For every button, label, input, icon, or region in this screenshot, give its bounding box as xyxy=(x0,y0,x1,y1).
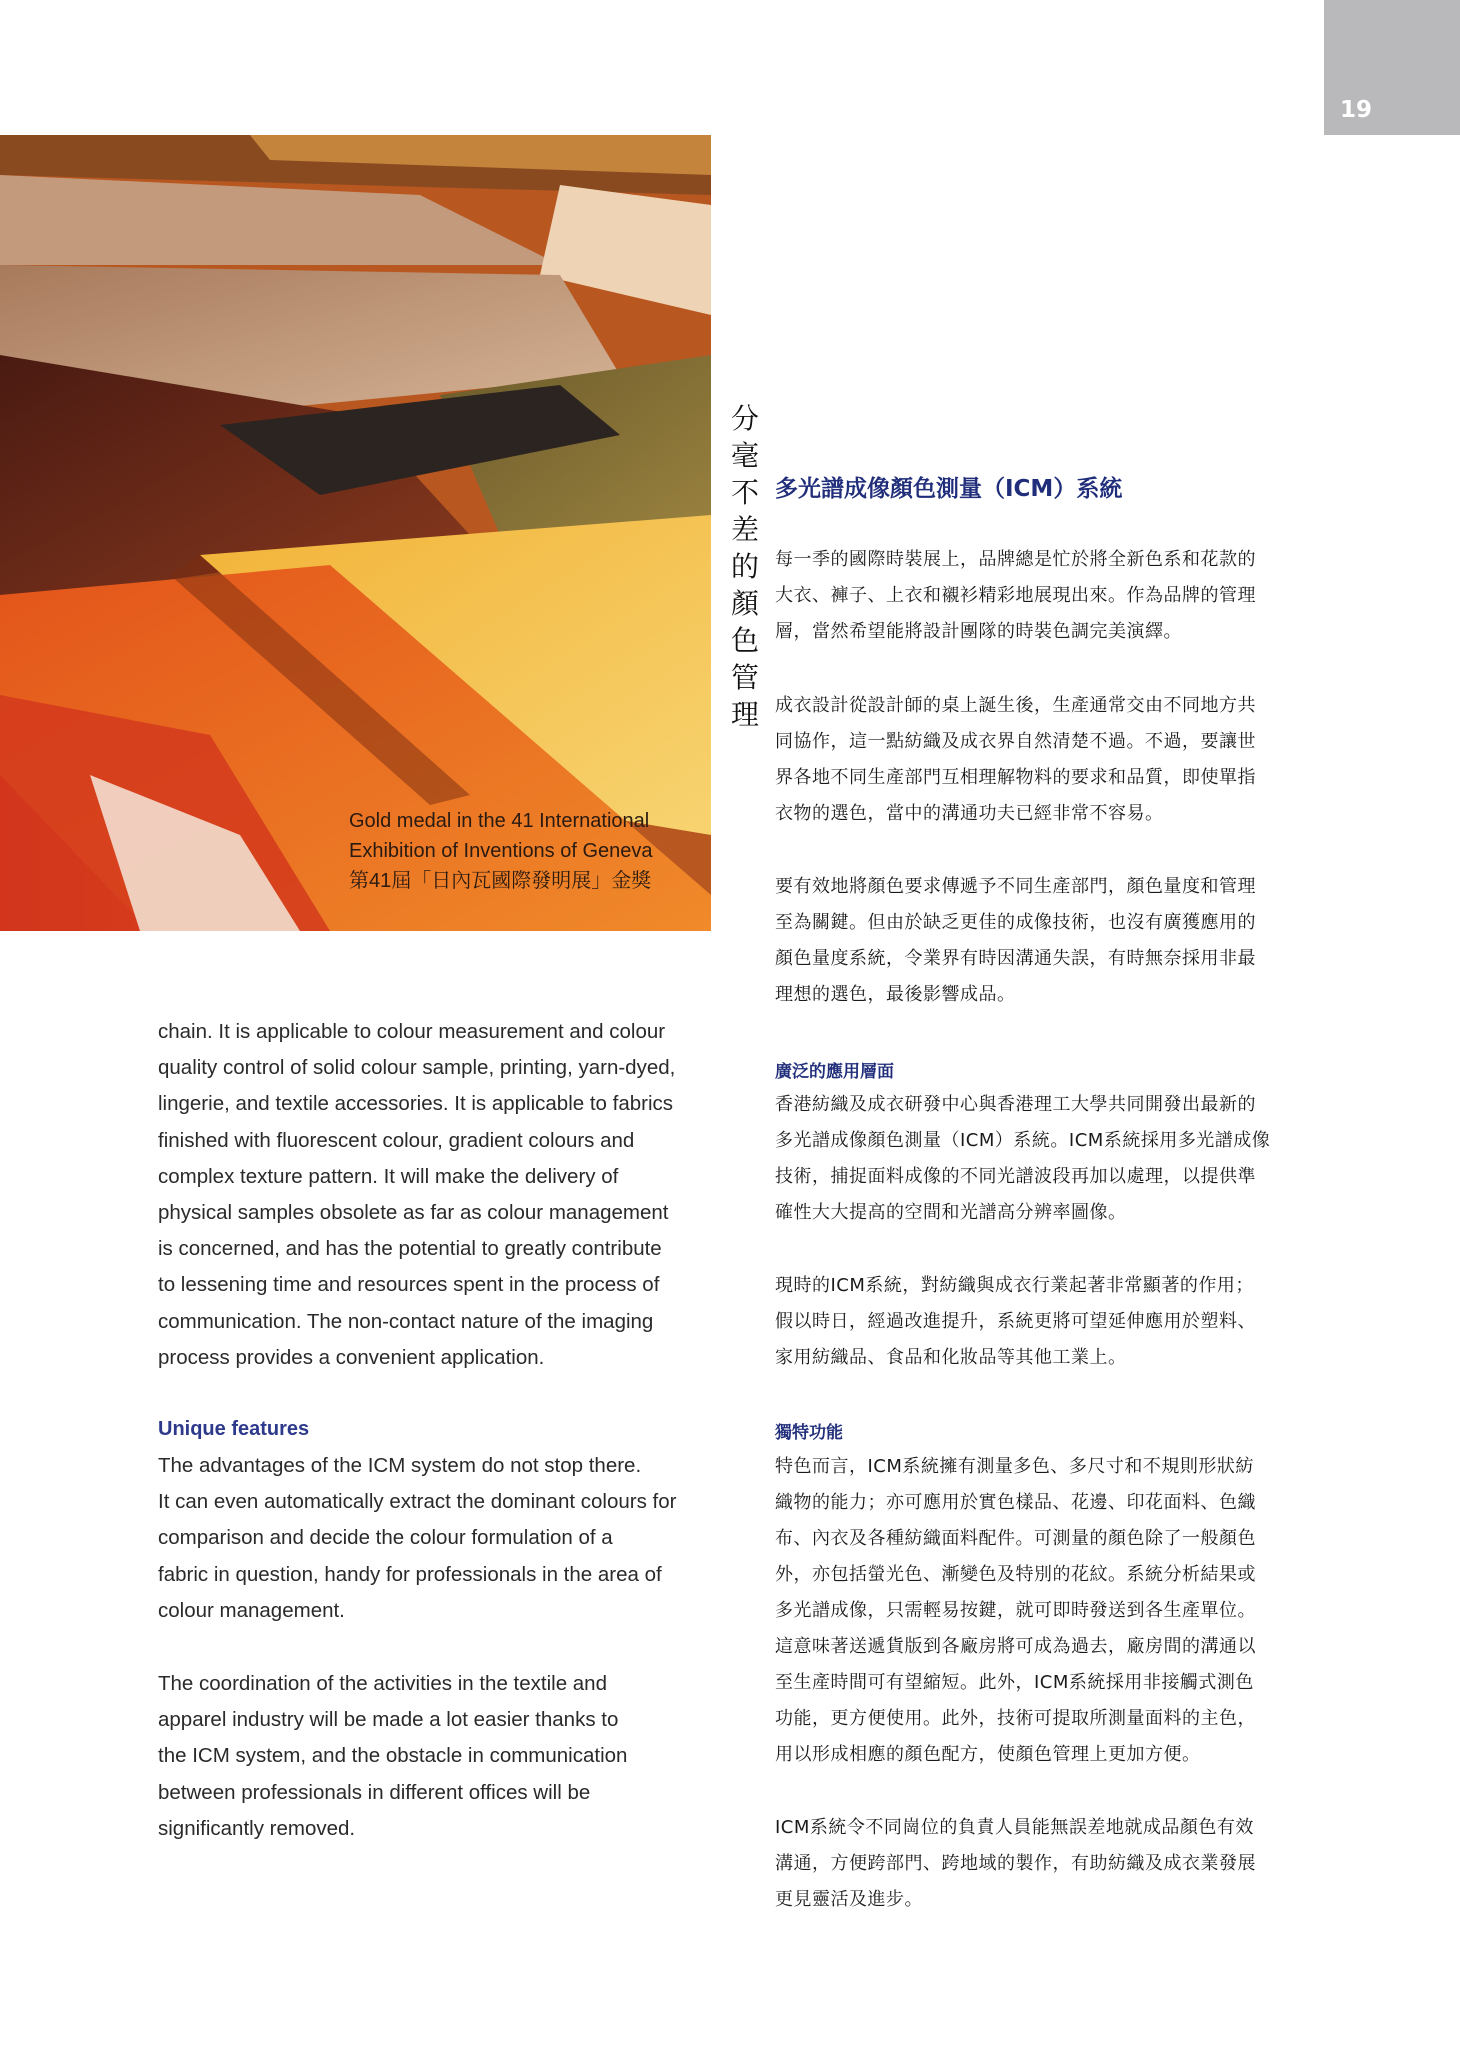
text-line: physical samples obsolete as far as colour management xyxy=(158,1201,669,1225)
text-line: It can even automatically extract the dominant colours for xyxy=(158,1490,677,1514)
text-line: 織物的能力；亦可應用於實色樣品、花邊、印花面料、色織 xyxy=(775,1492,1256,1513)
text-line: colour management. xyxy=(158,1598,345,1622)
zh-heading-features: 獨特功能 xyxy=(775,1423,843,1443)
text-line: finished with fluorescent colour, gradient colours and xyxy=(158,1128,635,1152)
page-number: 19 xyxy=(1340,97,1373,123)
text-line: 大衣、褲子、上衣和襯衫精彩地展現出來。作為品牌的管理 xyxy=(775,585,1256,606)
text-line: 衣物的選色，當中的溝通功夫已經非常不容易。 xyxy=(775,803,1164,824)
caption-line: Exhibition of Inventions of Geneva xyxy=(349,840,653,862)
caption-line: Gold medal in the 41 International xyxy=(349,810,650,832)
text-line: process provides a convenient application. xyxy=(158,1345,545,1369)
text-line: 這意味著送遞貨版到各廠房將可成為過去，廠房間的溝通以 xyxy=(775,1636,1256,1657)
text-line: 技術，捕捉面料成像的不同光譜波段再加以處理，以提供準 xyxy=(775,1166,1256,1187)
text-line: complex texture pattern. It will make the delivery of xyxy=(158,1164,619,1188)
text-line: 層，當然希望能將設計團隊的時裝色調完美演繹。 xyxy=(775,621,1182,642)
text-line: to lessening time and resources spent in the process of xyxy=(158,1273,660,1297)
zh-paragraph-1 xyxy=(775,542,1335,650)
text-line: fabric in question, handy for professionals in the area of xyxy=(158,1562,662,1586)
text-line: 要有效地將顏色要求傳遞予不同生產部門，顏色量度和管理 xyxy=(775,876,1256,897)
en-heading-unique-features: Unique features xyxy=(158,1418,310,1440)
text-line: 家用紡織品、食品和化妝品等其他工業上。 xyxy=(775,1347,1127,1368)
text-line: significantly removed. xyxy=(158,1816,356,1840)
text-line: 布、內衣及各種紡織面料配件。可測量的顏色除了一般顏色 xyxy=(775,1528,1256,1549)
en-paragraph-2 xyxy=(158,1448,718,1629)
text-line: quality control of solid colour sample, printing, yarn-dyed, xyxy=(158,1056,676,1080)
vertical-title: 分毫不差的顏色管理 xyxy=(730,402,759,731)
text-line: 功能，更方便使用。此外，技術可提取所測量面料的主色， xyxy=(775,1708,1256,1729)
zh-paragraph-5 xyxy=(775,1268,1335,1376)
text-line: 界各地不同生產部門互相理解物料的要求和品質，即使單指 xyxy=(775,767,1256,788)
en-paragraph-1 xyxy=(158,1014,718,1376)
text-line: 假以時日，經過改進提升，系統更將可望延伸應用於塑料、 xyxy=(775,1311,1256,1332)
text-line: 更見靈活及進步。 xyxy=(775,1889,923,1910)
text-line: 至生產時間可有望縮短。此外，ICM系統採用非接觸式測色 xyxy=(775,1672,1254,1693)
text-line: ICM系統令不同崗位的負責人員能無誤差地就成品顏色有效 xyxy=(775,1817,1254,1838)
section-title: 多光譜成像顏色測量（ICM）系統 xyxy=(775,476,1123,502)
text-line: 用以形成相應的顏色配方，使顏色管理上更加方便。 xyxy=(775,1744,1201,1765)
text-line: between professionals in different offices will be xyxy=(158,1780,591,1804)
photo-caption xyxy=(349,806,709,896)
text-line: 現時的ICM系統，對紡織與成衣行業起著非常顯著的作用； xyxy=(775,1275,1254,1296)
text-line: 至為關鍵。但由於缺乏更佳的成像技術，也沒有廣獲應用的 xyxy=(775,912,1256,933)
zh-paragraph-3 xyxy=(775,869,1335,1013)
zh-paragraph-4 xyxy=(775,1087,1335,1231)
text-line: 同協作，這一點紡織及成衣界自然清楚不過。不過，要讓世 xyxy=(775,731,1256,752)
text-line: 多光譜成像，只需輕易按鍵，就可即時發送到各生產單位。 xyxy=(775,1600,1256,1621)
text-line: 特色而言，ICM系統擁有測量多色、多尺寸和不規則形狀紡 xyxy=(775,1456,1254,1477)
text-line: 多光譜成像顏色測量（ICM）系統。ICM系統採用多光譜成像 xyxy=(775,1130,1271,1151)
text-line: is concerned, and has the potential to greatly contribute xyxy=(158,1237,662,1261)
caption-line: 第41屆「日內瓦國際發明展」金獎 xyxy=(349,870,652,892)
text-line: chain. It is applicable to colour measurement and colour xyxy=(158,1020,666,1043)
text-line: 香港紡織及成衣研發中心與香港理工大學共同開發出最新的 xyxy=(775,1094,1256,1115)
zh-paragraph-6 xyxy=(775,1449,1335,1773)
text-line: 理想的選色，最後影響成品。 xyxy=(775,984,1016,1005)
text-line: comparison and decide the colour formulation of a xyxy=(158,1526,613,1550)
text-line: 成衣設計從設計師的桌上誕生後，生產通常交由不同地方共 xyxy=(775,695,1256,716)
zh-paragraph-7 xyxy=(775,1810,1335,1918)
en-paragraph-3 xyxy=(158,1666,718,1847)
text-line: The advantages of the ICM system do not stop there. xyxy=(158,1454,642,1477)
text-line: The coordination of the activities in the textile and xyxy=(158,1672,607,1695)
text-line: lingerie, and textile accessories. It is applicable to fabrics xyxy=(158,1092,674,1116)
text-line: 確性大大提高的空間和光譜高分辨率圖像。 xyxy=(775,1202,1127,1223)
zh-paragraph-2 xyxy=(775,688,1335,832)
text-line: communication. The non-contact nature of the imaging xyxy=(158,1309,654,1333)
text-line: 顏色量度系統，令業界有時因溝通失誤，有時無奈採用非最 xyxy=(775,948,1256,969)
text-line: 外，亦包括螢光色、漸變色及特別的花紋。系統分析結果或 xyxy=(775,1564,1256,1585)
text-line: the ICM system, and the obstacle in communication xyxy=(158,1744,628,1768)
text-line: 溝通，方便跨部門、跨地域的製作，有助紡織及成衣業發展 xyxy=(775,1853,1256,1874)
text-line: 每一季的國際時裝展上，品牌總是忙於將全新色系和花款的 xyxy=(775,549,1256,570)
text-line: apparel industry will be made a lot easier thanks to xyxy=(158,1708,619,1732)
zh-heading-applications: 廣泛的應用層面 xyxy=(775,1062,894,1082)
